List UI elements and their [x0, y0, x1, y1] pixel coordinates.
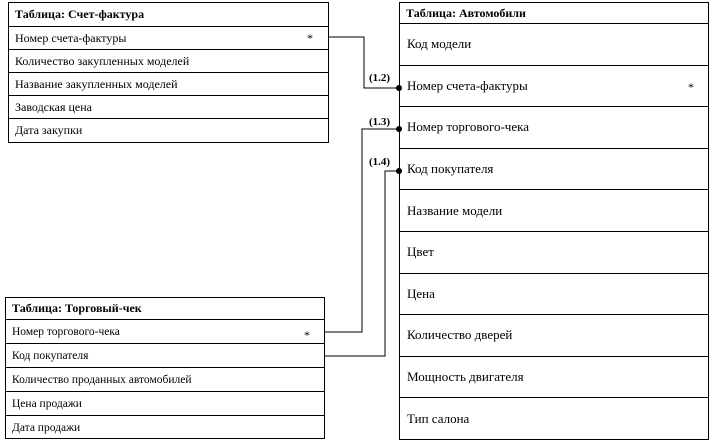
field-label: Название модели: [407, 202, 503, 218]
table-cars-title: Таблица: Автомобили: [400, 3, 708, 24]
relation-end-dot-1-4: [396, 168, 402, 174]
field-label: Цена продажи: [12, 397, 82, 410]
field-label: Мощность двигателя: [407, 369, 524, 385]
relation-label-1-3: (1.3): [369, 116, 391, 128]
field-label: Номер счета-фактуры: [407, 77, 528, 93]
field-label: Дата продажи: [12, 422, 81, 434]
field-label: Тип салона: [407, 411, 470, 427]
relation-end-dot-1-3: [396, 126, 402, 132]
table-receipt-title: Таблица: Торговый-чек: [6, 298, 324, 320]
field-label: Заводская цена: [15, 99, 92, 114]
field-label: Дата закупки: [15, 123, 83, 137]
field-label: Количество проданных автомобилей: [12, 373, 192, 386]
field-label: Цвет: [407, 244, 434, 260]
primary-key-marker: *: [688, 79, 694, 94]
field-label: Код модели: [407, 36, 472, 52]
field-label: Количество дверей: [407, 327, 513, 343]
field-label: Количество закупленных моделей: [15, 53, 190, 68]
field-label: Название закупленных моделей: [15, 76, 178, 91]
field-label: Цена: [407, 285, 435, 301]
primary-key-marker: *: [304, 328, 310, 342]
relation-label-1-4: (1.4): [369, 156, 391, 168]
relation-label-1-2: (1.2): [369, 72, 391, 84]
field-label: Код покупателя: [12, 349, 89, 362]
relation-end-dot-1-2: [396, 85, 402, 91]
field-label: Номер торгового-чека: [12, 325, 120, 338]
table-invoice-title: Таблица: Счет-фактура: [9, 3, 328, 27]
field-label: Номер торгового-чека: [407, 119, 529, 135]
primary-key-marker: *: [307, 31, 313, 45]
field-label: Номер счета-фактуры: [15, 30, 127, 45]
field-label: Код покупателя: [407, 161, 494, 177]
